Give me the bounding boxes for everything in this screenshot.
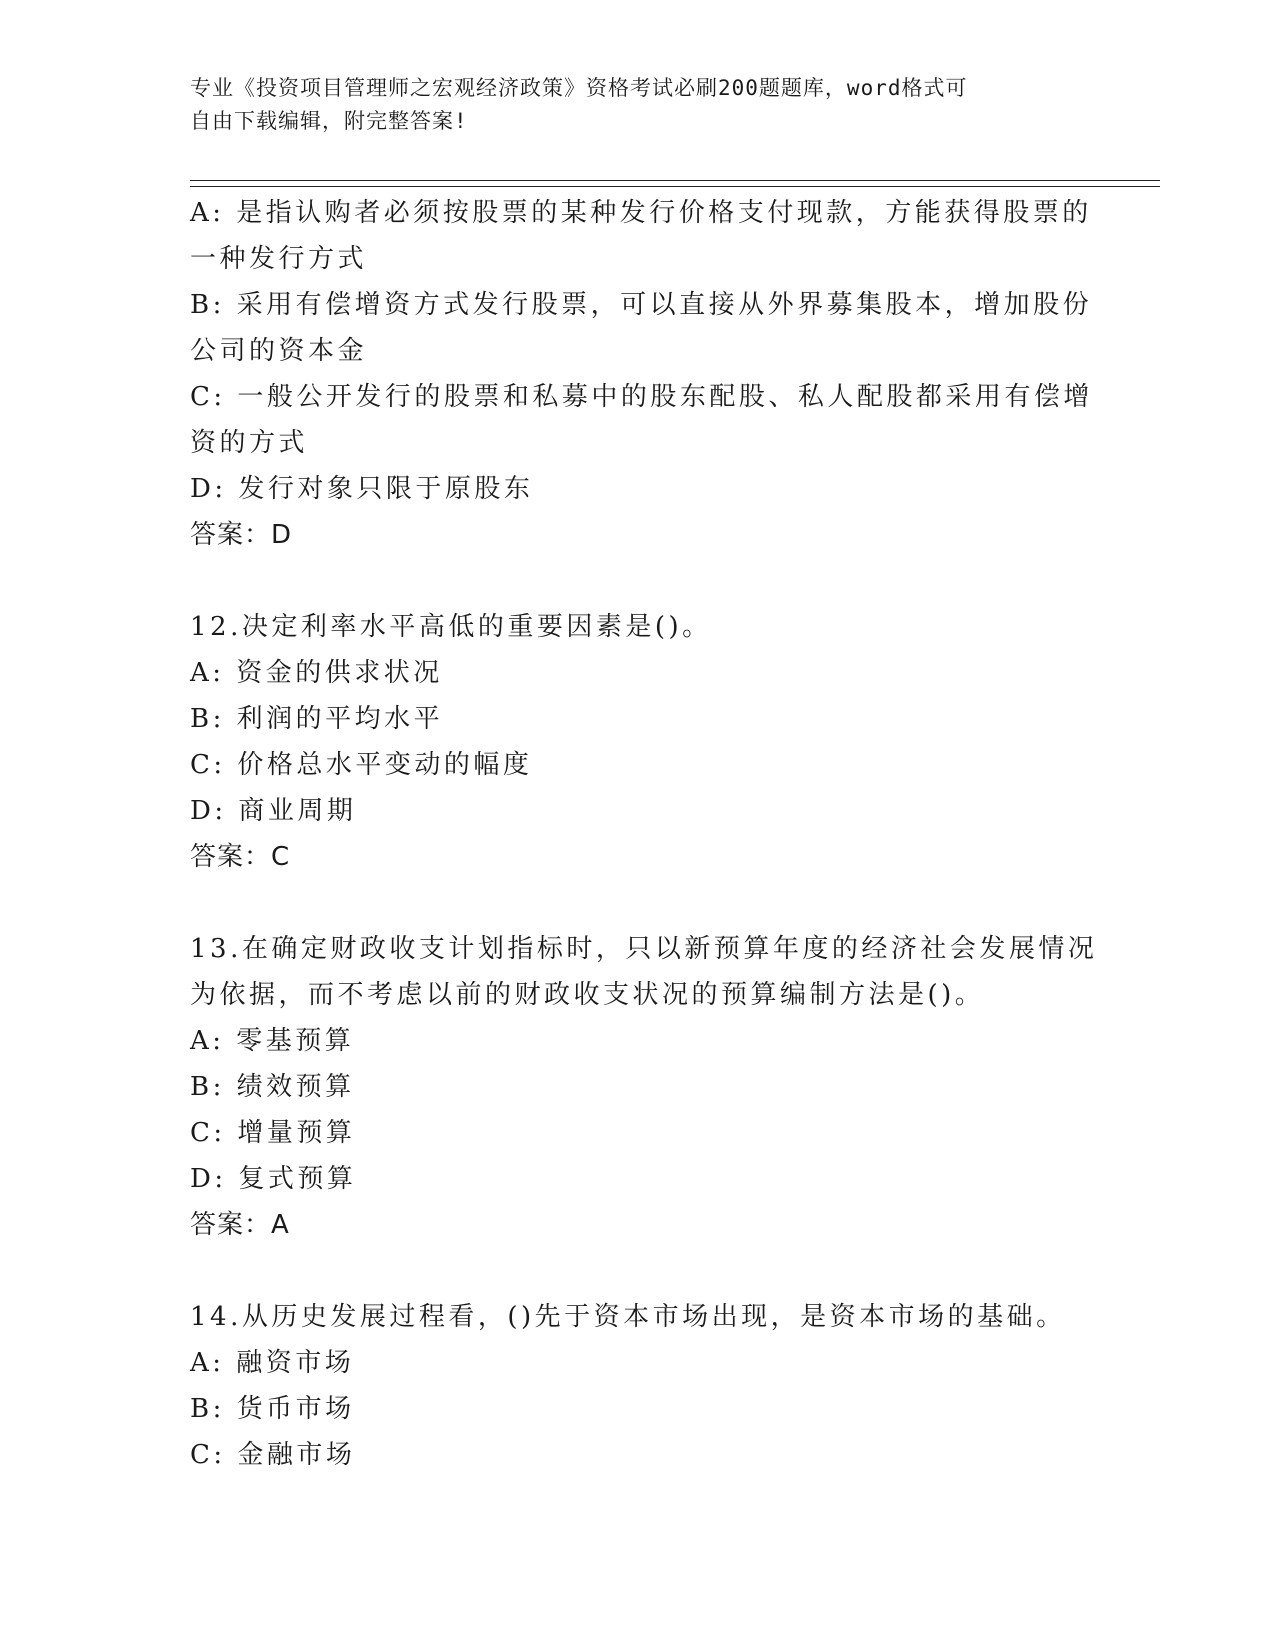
option-d: D: 商业周期 — [190, 796, 357, 826]
option-c: C: 价格总水平变动的幅度 — [190, 750, 533, 780]
answer-label: 答案：A — [190, 1210, 290, 1240]
header-divider-top — [190, 180, 1160, 181]
question-text-line-2: 为依据，而不考虑以前的财政收支状况的预算编制方法是()。 — [190, 980, 985, 1010]
question-11 — [190, 190, 1093, 558]
header-line-1: 专业《投资项目管理师之宏观经济政策》资格考试必刷200题题库，word格式可 — [190, 76, 968, 100]
question-12 — [190, 604, 1090, 880]
question-text-line-1: 13.在确定财政收支计划指标时，只以新预算年度的经济社会发展情况 — [190, 934, 1098, 964]
document-header — [190, 72, 1090, 138]
question-text: 14.从历史发展过程看，()先于资本市场出现，是资本市场的基础。 — [190, 1302, 1066, 1332]
option-c-line-2: 资的方式 — [190, 428, 309, 458]
option-b: B: 货币市场 — [190, 1394, 355, 1424]
question-13 — [190, 926, 1098, 1248]
question-text: 12.决定利率水平高低的重要因素是()。 — [190, 612, 712, 642]
option-b-line-1: B: 采用有偿增资方式发行股票，可以直接从外界募集股本，增加股份 — [190, 290, 1093, 320]
question-content — [190, 190, 1098, 1478]
option-a: A: 资金的供求状况 — [190, 658, 443, 688]
question-14 — [190, 1294, 1090, 1478]
option-b-line-2: 公司的资本金 — [190, 336, 368, 366]
option-c: C: 金融市场 — [190, 1440, 356, 1470]
header-divider-bottom — [190, 186, 1160, 187]
option-a-line-2: 一种发行方式 — [190, 244, 368, 274]
option-a-line-1: A: 是指认购者必须按股票的某种发行价格支付现款，方能获得股票的 — [190, 198, 1092, 228]
option-c-line-1: C: 一般公开发行的股票和私募中的股东配股、私人配股都采用有偿增 — [190, 382, 1093, 412]
option-c: C: 增量预算 — [190, 1118, 356, 1148]
answer-label: 答案：C — [190, 842, 291, 872]
option-d: D: 发行对象只限于原股东 — [190, 474, 534, 504]
option-d: D: 复式预算 — [190, 1164, 357, 1194]
option-a: A: 融资市场 — [190, 1348, 355, 1378]
option-b: B: 绩效预算 — [190, 1072, 355, 1102]
answer-label: 答案：D — [190, 520, 293, 550]
option-b: B: 利润的平均水平 — [190, 704, 444, 734]
header-line-2: 自由下载编辑，附完整答案! — [190, 109, 468, 133]
option-a: A: 零基预算 — [190, 1026, 355, 1056]
